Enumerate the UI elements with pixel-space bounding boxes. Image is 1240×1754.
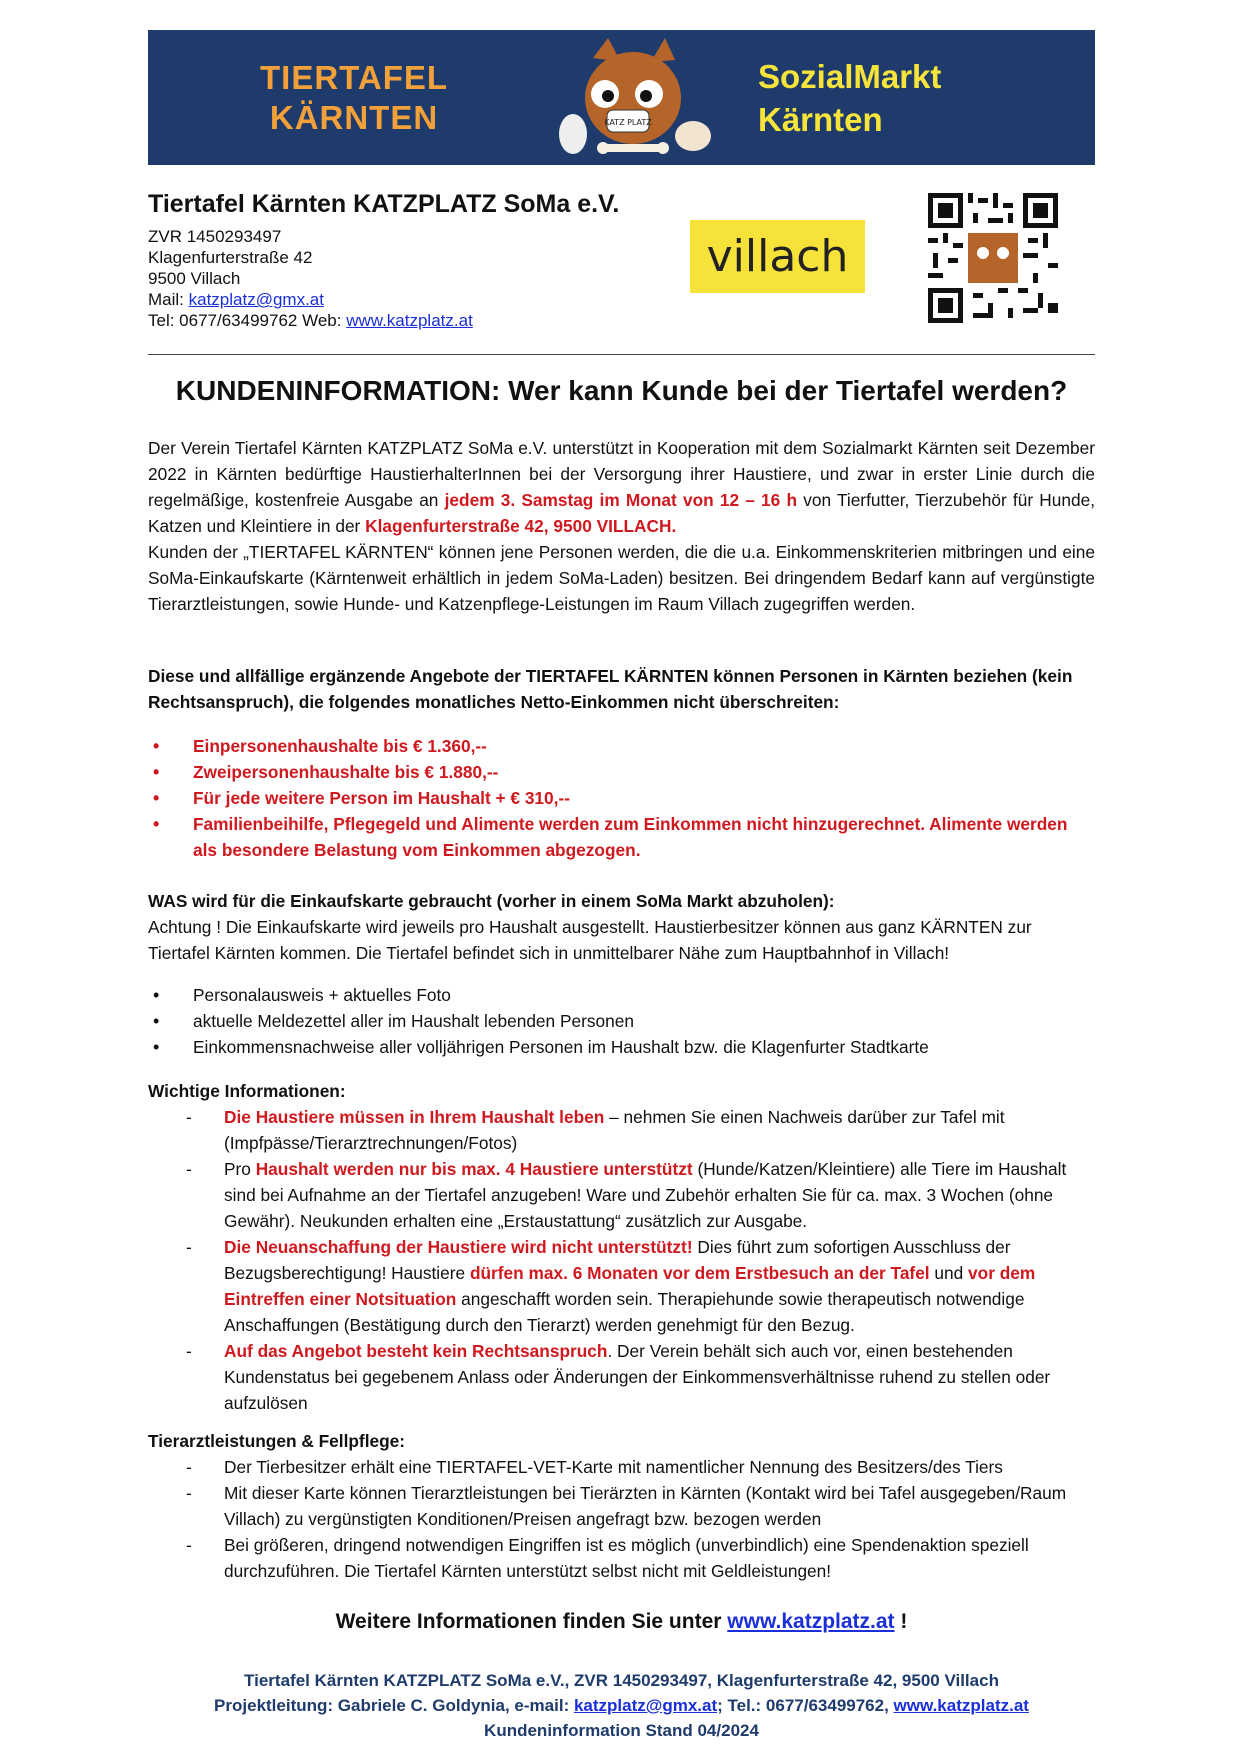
card-text: Achtung ! Die Einkaufskarte wird jeweils pro Haushalt ausgestellt. Haustierbesitzer können aus ganz KÄRNTEN zur Tiertafel Kärnten kommen. Die Tiertafel befindet sich in unmittelbarer Nähe zum Hauptbahnhof in Villach! <box>148 917 1032 963</box>
villach-logo: villach <box>690 220 865 293</box>
page-title: KUNDENINFORMATION: Wer kann Kunde bei der Tiertafel werden? <box>175 375 1068 406</box>
sozialmarkt-title <box>758 55 941 141</box>
document-item: • aktuelle Meldezettel aller im Haushalt lebenden Personen <box>148 1008 1095 1034</box>
intro-paragraph: Der Verein Tiertafel Kärnten KATZPLATZ SoMa e.V. unterstützt in Kooperation mit dem Sozialmarkt Kärnten seit Dezember 2022 in Kärnten bedürftige HaustierhalterInnen bei der Versorgung ihrer Haustiere, und zwar in erster Linie durch die regelmäßige, kostenfreie Ausgabe an jedem 3. Samstag im Monat von 12 – 16 h von Tierfutter, Tierzubehör für Hunde, Katzen und Kleintiere in der Klagenfurterstraße 42, 9500 VILLACH. Kunden der „TIERTAFEL KÄRNTEN“ können jene Personen werden, die die u.a. Einkommenskriterien mitbringen und eine SoMa-Einkaufskarte (Kärntenweit erhältlich in jedem SoMa-Laden) besitzen. Bei dringendem Bedarf kann auf vergünstigte Tierarztleistungen, sowie Hunde- und Katzenpflege-Leistungen im Raum Villach zugegriffen werden. <box>148 438 1095 614</box>
header-banner <box>148 30 1095 165</box>
card-requirements-section <box>148 888 1095 966</box>
document-item: • Einkommensnachweise aller volljährigen Personen im Haushalt bzw. die Klagenfurter Stadtkarte <box>148 1034 1095 1060</box>
distribution-address: Klagenfurterstraße 42, 9500 VILLACH. <box>365 516 677 536</box>
more-info-link[interactable]: www.katzplatz.at <box>727 1610 895 1633</box>
street-address: Klagenfurterstraße 42 <box>148 248 313 267</box>
vet-item: - Der Tierbesitzer erhält eine TIERTAFEL-VET-Karte mit namentlicher Nennung des Besitzers/des Tiers <box>148 1454 1095 1480</box>
income-intro: Diese und allfällige ergänzende Angebote der TIERTAFEL KÄRNTEN können Personen in Kärnten beziehen (kein Rechtsanspruch), die folgendes monatliches Netto-Einkommen nicht überschreiten: <box>148 666 1073 712</box>
distribution-date: jedem 3. Samstag im Monat von 12 – 16 h <box>444 490 798 510</box>
tiertafel-title <box>260 58 448 138</box>
footer-line2: Projektleitung: Gabriele C. Goldynia, e-mail: katzplatz@gmx.at; Tel.: 0677/63499762, www.katzplatz.at <box>214 1696 1029 1715</box>
card-documents-list <box>148 982 1095 1060</box>
income-limit-item: • Familienbeihilfe, Pflegegeld und Alimente werden zum Einkommen nicht hinzugerechnet. Alimente werden als besondere Belastung vom Einkommen abgezogen. <box>148 811 1095 863</box>
income-limit-item: • Zweipersonenhaushalte bis € 1.880,-- <box>148 759 1095 785</box>
web-link[interactable]: www.katzplatz.at <box>346 311 473 330</box>
qr-code-icon <box>928 193 1058 323</box>
vet-item: - Mit dieser Karte können Tierarztleistungen bei Tierärzten in Kärnten (Kontakt wird bei Tafel ausgegeben/Raum Villach) zu vergünstigten Konditionen/Preisen angefragt bzw. bezogen werden <box>148 1480 1095 1532</box>
organization-details <box>148 226 473 331</box>
income-limit-item: • Für jede weitere Person im Haushalt + € 310,-- <box>148 785 1095 811</box>
more-info-line: Weitere Informationen finden Sie unter www.katzplatz.at ! <box>335 1610 908 1633</box>
banner-right-line1: SozialMarkt <box>758 58 942 95</box>
page-footer <box>148 1668 1095 1743</box>
card-heading: WAS wird für die Einkaufskarte gebraucht (vorher in einem SoMa Markt abzuholen): <box>148 891 835 911</box>
vet-heading: Tierarztleistungen & Fellpflege: <box>148 1431 406 1451</box>
header-divider <box>148 354 1095 355</box>
tel-web-line: Tel: 0677/63499762 Web: www.katzplatz.at <box>148 311 473 330</box>
banner-left-line2: KÄRNTEN <box>269 99 439 136</box>
important-item: - Auf das Angebot besteht kein Rechtsanspruch. Der Verein behält sich auch vor, einen bestehenden Kundenstatus bei gegebenem Anlass oder Änderungen der Einkommensverhältnisse ruhend zu stellen oder aufzulösen <box>148 1338 1095 1416</box>
banner-right-line2: Kärnten <box>758 101 883 138</box>
important-item: - Die Haustiere müssen in Ihrem Haushalt leben – nehmen Sie einen Nachweis darüber zur Tafel mit (Impfpässe/Tierarztrechnungen/Fotos) <box>148 1104 1095 1156</box>
vet-services-section <box>148 1428 1095 1584</box>
important-heading: Wichtige Informationen: <box>148 1081 346 1101</box>
vet-item: - Bei größeren, dringend notwendigen Eingriffen ist es möglich (unverbindlich) eine Spendenaktion speziell durchzuführen. Die Tiertafel Kärnten unterstützt selbst nicht mit Geldleistungen! <box>148 1532 1095 1584</box>
footer-line1: Tiertafel Kärnten KATZPLATZ SoMa e.V., ZVR 1450293497, Klagenfurterstraße 42, 9500 Villach <box>244 1671 999 1690</box>
footer-web-link[interactable]: www.katzplatz.at <box>893 1696 1029 1715</box>
city-address: 9500 Villach <box>148 269 241 288</box>
income-limit-item: • Einpersonenhaushalte bis € 1.360,-- <box>148 733 1095 759</box>
important-item: - Pro Haushalt werden nur bis max. 4 Haustiere unterstützt (Hunde/Katzen/Kleintiere) alle Tiere im Haushalt sind bei Aufnahme an der Tiertafel anzugeben! Ware und Zubehör erhalten Sie für ca. max. 3 Wochen (ohne Gewähr). Neukunden erhalten eine „Erstaustattung“ zusätzlich zur Ausgabe. <box>148 1156 1095 1234</box>
zvr-number: ZVR 1450293497 <box>148 227 282 246</box>
important-item: - Die Neuanschaffung der Haustiere wird nicht unterstützt! Dies führt zum sofortigen Ausschluss der Bezugsberechtigung! Haustiere dürfen max. 6 Monaten vor dem Erstbesuch an der Tafel und vor dem Eintreffen einer Notsituation angeschafft worden sein. Therapiehunde sowie therapeutisch notwendige Anschaffungen (Bestätigung durch den Tierarzt) werden genehmigt für den Bezug. <box>148 1234 1095 1338</box>
svg-text:KATZ PLATZ: KATZ PLATZ <box>604 118 652 127</box>
organization-name: Tiertafel Kärnten KATZPLATZ SoMa e.V. <box>148 190 620 218</box>
banner-left-line1: TIERTAFEL <box>260 59 449 96</box>
cat-dog-mascot-icon <box>533 36 723 161</box>
footer-mail-link[interactable]: katzplatz@gmx.at <box>573 1696 718 1715</box>
mail-link[interactable]: katzplatz@gmx.at <box>188 290 324 309</box>
income-limits-list <box>148 733 1095 863</box>
mail-line: Mail: katzplatz@gmx.at <box>148 290 324 309</box>
footer-line3: Kundeninformation Stand 04/2024 <box>484 1721 759 1740</box>
important-info-section <box>148 1078 1095 1416</box>
document-item: • Personalausweis + aktuelles Foto <box>148 982 1095 1008</box>
